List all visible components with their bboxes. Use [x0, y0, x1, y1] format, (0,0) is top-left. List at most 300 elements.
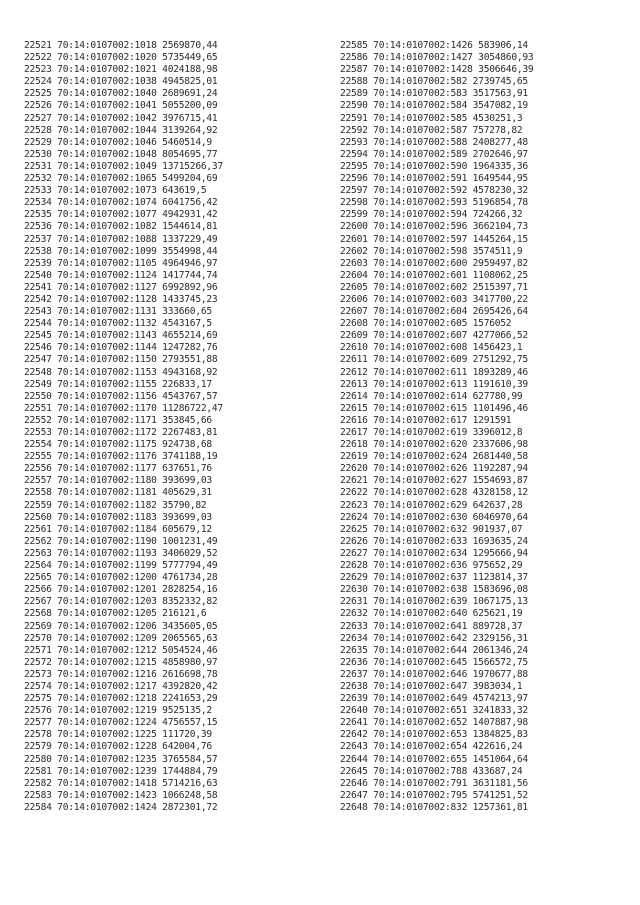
row-number: 22604 — [340, 269, 368, 281]
row-value: 2241653,29 — [162, 693, 218, 705]
list-item — [24, 741, 223, 753]
cadastral-number: 70:14:0107002:626 — [373, 463, 468, 475]
cadastral-number: 70:14:0107002:589 — [373, 148, 468, 160]
row-value: 2337606,98 — [472, 439, 528, 451]
row-number: 22545 — [24, 330, 52, 342]
cadastral-number: 70:14:0107002:795 — [373, 789, 468, 801]
list-item — [24, 536, 223, 548]
list-item — [24, 246, 223, 258]
list-item — [340, 173, 533, 185]
cadastral-number: 70:14:0107002:628 — [373, 487, 468, 499]
cadastral-number: 70:14:0107002:1018 — [57, 40, 157, 51]
row-number: 22630 — [340, 584, 368, 596]
row-number: 22555 — [24, 451, 52, 463]
cadastral-number: 70:14:0107002:593 — [373, 197, 468, 209]
cadastral-number: 70:14:0107002:1155 — [57, 378, 157, 390]
row-value: 757278,82 — [472, 124, 523, 136]
list-item — [24, 185, 223, 197]
cadastral-number: 70:14:0107002:630 — [373, 511, 468, 523]
row-number: 22620 — [340, 463, 368, 475]
row-value: 9525135,2 — [162, 705, 212, 717]
row-value: 2872301,72 — [162, 801, 218, 813]
list-item — [24, 306, 223, 318]
list-item — [24, 173, 223, 185]
row-number: 22540 — [24, 269, 52, 281]
list-item — [340, 258, 533, 270]
row-number: 22647 — [340, 789, 368, 801]
cadastral-number: 70:14:0107002:1044 — [57, 124, 157, 136]
row-value: 3983034,1 — [472, 680, 523, 692]
row-value: 1554693,87 — [472, 475, 528, 487]
row-value: 3396012,8 — [472, 427, 523, 438]
list-item — [24, 790, 223, 802]
list-item — [340, 717, 533, 729]
row-number: 22577 — [24, 717, 52, 729]
list-item — [340, 76, 533, 88]
row-number: 22603 — [340, 257, 368, 269]
list-item — [24, 342, 223, 354]
row-value: 6046970,64 — [472, 511, 528, 523]
cadastral-number: 70:14:0107002:1048 — [57, 148, 157, 160]
cadastral-number: 70:14:0107002:615 — [373, 402, 468, 414]
row-number: 22581 — [24, 765, 52, 777]
row-number: 22546 — [24, 342, 52, 354]
list-item — [24, 717, 223, 729]
cadastral-number: 70:14:0107002:1239 — [57, 765, 157, 777]
row-value: 1291591 — [472, 414, 512, 426]
row-number: 22525 — [24, 88, 52, 100]
list-item — [340, 790, 533, 802]
list-item — [340, 657, 533, 669]
list-item — [340, 572, 533, 584]
row-value: 5741251,52 — [472, 789, 528, 801]
row-number: 22563 — [24, 547, 52, 559]
row-value: 1123814,37 — [472, 572, 528, 584]
row-number: 22575 — [24, 693, 52, 705]
cadastral-number: 70:14:0107002:1201 — [57, 584, 157, 596]
row-value: 1576052 — [472, 318, 512, 330]
row-value: 3554998,44 — [162, 245, 218, 257]
cadastral-number: 70:14:0107002:596 — [373, 221, 468, 233]
cadastral-number: 70:14:0107002:1193 — [57, 547, 157, 559]
cadastral-number: 70:14:0107002:1177 — [57, 463, 157, 475]
list-item — [24, 270, 223, 282]
list-item — [340, 741, 533, 753]
row-number: 22578 — [24, 729, 52, 741]
cadastral-number: 70:14:0107002:1200 — [57, 572, 157, 584]
row-value: 4543767,57 — [162, 390, 218, 402]
list-item — [340, 342, 533, 354]
row-value: 3547082,19 — [472, 100, 528, 112]
row-value: 1295666,94 — [472, 547, 528, 559]
cadastral-number: 70:14:0107002:620 — [373, 439, 468, 451]
row-value: 1649544,95 — [472, 173, 528, 185]
row-value: 1566572,75 — [472, 656, 528, 668]
list-item — [340, 185, 533, 197]
row-value: 1451064,64 — [472, 753, 528, 765]
cadastral-number: 70:14:0107002:1209 — [57, 632, 157, 644]
row-number: 22548 — [24, 366, 52, 378]
row-number: 22533 — [24, 185, 52, 197]
row-number: 22547 — [24, 354, 52, 366]
row-number: 22532 — [24, 173, 52, 185]
row-number: 22632 — [340, 608, 368, 620]
cadastral-number: 70:14:0107002:1128 — [57, 293, 157, 305]
list-item — [340, 391, 533, 403]
row-number: 22579 — [24, 741, 52, 753]
row-value: 4943168,92 — [162, 366, 218, 378]
list-item — [340, 367, 533, 379]
row-number: 22614 — [340, 390, 368, 402]
list-item — [340, 475, 533, 487]
row-number: 22580 — [24, 753, 52, 765]
cadastral-number: 70:14:0107002:602 — [373, 281, 468, 293]
row-value: 1407887,98 — [472, 717, 528, 729]
list-item — [340, 669, 533, 681]
cadastral-number: 70:14:0107002:603 — [373, 293, 468, 305]
row-number: 22539 — [24, 257, 52, 269]
cadastral-number: 70:14:0107002:640 — [373, 608, 468, 620]
row-value: 2689691,24 — [162, 88, 218, 100]
row-number: 22592 — [340, 124, 368, 136]
row-value: 1964335,36 — [472, 160, 528, 172]
row-value: 393699,03 — [162, 475, 212, 487]
row-number: 22595 — [340, 160, 368, 172]
list-item — [24, 608, 223, 620]
row-value: 4328158,12 — [472, 487, 528, 499]
row-value: 3976715,41 — [162, 112, 218, 124]
row-value: 4530251,3 — [472, 112, 523, 124]
row-value: 724266,32 — [472, 209, 523, 221]
row-number: 22562 — [24, 535, 52, 547]
list-item — [24, 234, 223, 246]
row-number: 22602 — [340, 245, 368, 257]
row-number: 22616 — [340, 414, 368, 426]
row-value: 2061346,24 — [472, 644, 528, 656]
cadastral-number: 70:14:0107002:1427 — [373, 52, 473, 64]
list-item — [24, 621, 223, 633]
row-number: 22642 — [340, 729, 368, 741]
list-item — [340, 161, 533, 173]
row-value: 3054860,93 — [478, 52, 534, 64]
list-item — [340, 64, 533, 76]
row-number: 22538 — [24, 245, 52, 257]
row-value: 889728,37 — [472, 620, 523, 632]
row-number: 22606 — [340, 293, 368, 305]
list-item — [24, 403, 223, 415]
list-item — [24, 475, 223, 487]
row-value: 3435605,05 — [162, 620, 218, 632]
cadastral-number: 70:14:0107002:617 — [373, 414, 468, 426]
cadastral-number: 70:14:0107002:652 — [373, 717, 468, 729]
row-value: 4024188,98 — [162, 64, 218, 76]
cadastral-number: 70:14:0107002:1042 — [57, 112, 157, 124]
row-number: 22570 — [24, 632, 52, 644]
row-number: 22608 — [340, 318, 368, 330]
list-item — [340, 306, 533, 318]
cadastral-number: 70:14:0107002:654 — [373, 741, 468, 753]
list-item — [24, 125, 223, 137]
row-number: 22537 — [24, 233, 52, 245]
row-value: 5460514,9 — [162, 136, 212, 148]
list-item — [340, 512, 533, 524]
row-value: 642637,28 — [472, 499, 523, 511]
list-item — [340, 536, 533, 548]
list-item — [24, 76, 223, 88]
row-value: 2739745,65 — [472, 76, 528, 88]
row-value: 5777794,49 — [162, 560, 218, 572]
cadastral-number: 70:14:0107002:604 — [373, 306, 468, 318]
cadastral-number: 70:14:0107002:1065 — [57, 173, 157, 185]
row-number: 22634 — [340, 632, 368, 644]
row-value: 8054695,77 — [162, 148, 218, 160]
row-number: 22610 — [340, 342, 368, 354]
row-number: 22629 — [340, 572, 368, 584]
cadastral-number: 70:14:0107002:1418 — [57, 777, 157, 789]
row-value: 642004,76 — [162, 741, 212, 753]
list-item — [340, 100, 533, 112]
list-item — [340, 766, 533, 778]
cadastral-number: 70:14:0107002:1020 — [57, 52, 157, 64]
cadastral-number: 70:14:0107002:590 — [373, 160, 468, 172]
row-value: 8352332,82 — [162, 596, 218, 608]
list-item — [340, 451, 533, 463]
list-item — [340, 149, 533, 161]
cadastral-number: 70:14:0107002:1225 — [57, 729, 157, 741]
list-item — [24, 729, 223, 741]
list-item — [340, 645, 533, 657]
row-number: 22551 — [24, 402, 52, 414]
list-item — [24, 778, 223, 790]
list-item — [340, 729, 533, 741]
row-value: 2695426,64 — [472, 306, 528, 318]
row-number: 22521 — [24, 40, 52, 51]
row-value: 2959497,82 — [472, 257, 528, 269]
row-number: 22528 — [24, 124, 52, 136]
row-value: 2681440,58 — [472, 451, 528, 463]
row-value: 1257361,81 — [472, 801, 528, 813]
list-item — [340, 415, 533, 427]
list-item — [24, 596, 223, 608]
list-item — [340, 113, 533, 125]
list-item — [24, 548, 223, 560]
row-number: 22648 — [340, 801, 368, 813]
row-number: 22633 — [340, 620, 368, 632]
row-value: 1893289,46 — [472, 366, 528, 378]
row-value: 6041756,42 — [162, 197, 218, 209]
cadastral-number: 70:14:0107002:1175 — [57, 439, 157, 451]
cadastral-number: 70:14:0107002:1172 — [57, 427, 157, 438]
cadastral-number: 70:14:0107002:1143 — [57, 330, 157, 342]
cadastral-number: 70:14:0107002:647 — [373, 680, 468, 692]
list-item — [24, 294, 223, 306]
row-value: 3574511,9 — [472, 245, 523, 257]
list-item — [340, 681, 533, 693]
row-value: 1066248,58 — [162, 789, 218, 801]
row-number: 22601 — [340, 233, 368, 245]
row-value: 4756557,15 — [162, 717, 218, 729]
list-item — [340, 548, 533, 560]
cadastral-number: 70:14:0107002:1235 — [57, 753, 157, 765]
cadastral-number: 70:14:0107002:651 — [373, 705, 468, 717]
cadastral-number: 70:14:0107002:653 — [373, 729, 468, 741]
row-number: 22530 — [24, 148, 52, 160]
row-number: 22549 — [24, 378, 52, 390]
cadastral-number: 70:14:0107002:1077 — [57, 209, 157, 221]
list-item — [24, 766, 223, 778]
cadastral-number: 70:14:0107002:788 — [373, 765, 468, 777]
cadastral-number: 70:14:0107002:601 — [373, 269, 468, 281]
cadastral-number: 70:14:0107002:639 — [373, 596, 468, 608]
row-number: 22617 — [340, 427, 368, 438]
cadastral-number: 70:14:0107002:1105 — [57, 257, 157, 269]
row-number: 22534 — [24, 197, 52, 209]
row-value: 1384825,83 — [472, 729, 528, 741]
row-number: 22527 — [24, 112, 52, 124]
cadastral-number: 70:14:0107002:645 — [373, 656, 468, 668]
row-number: 22621 — [340, 475, 368, 487]
row-number: 22566 — [24, 584, 52, 596]
list-item — [24, 318, 223, 330]
list-item — [24, 354, 223, 366]
row-value: 2569870,44 — [162, 40, 218, 51]
cadastral-number: 70:14:0107002:1212 — [57, 644, 157, 656]
cadastral-number: 70:14:0107002:598 — [373, 245, 468, 257]
row-value: 1693635,24 — [472, 535, 528, 547]
row-number: 22574 — [24, 680, 52, 692]
list-item — [24, 487, 223, 499]
row-number: 22564 — [24, 560, 52, 572]
cadastral-number: 70:14:0107002:1426 — [373, 40, 473, 51]
row-number: 22523 — [24, 64, 52, 76]
cadastral-number: 70:14:0107002:644 — [373, 644, 468, 656]
row-number: 22559 — [24, 499, 52, 511]
row-number: 22639 — [340, 693, 368, 705]
cadastral-number: 70:14:0107002:641 — [373, 620, 468, 632]
list-item — [24, 633, 223, 645]
cadastral-number: 70:14:0107002:646 — [373, 668, 468, 680]
list-item — [24, 657, 223, 669]
row-number: 22568 — [24, 608, 52, 620]
row-number: 22589 — [340, 88, 368, 100]
list-item — [24, 330, 223, 342]
row-number: 22590 — [340, 100, 368, 112]
row-value: 4543167,5 — [162, 318, 212, 330]
list-item — [340, 560, 533, 572]
cadastral-number: 70:14:0107002:629 — [373, 499, 468, 511]
row-number: 22641 — [340, 717, 368, 729]
row-number: 22561 — [24, 523, 52, 535]
row-value: 353845,66 — [162, 414, 212, 426]
row-value: 1445264,15 — [472, 233, 528, 245]
cadastral-number: 70:14:0107002:1183 — [57, 511, 157, 523]
row-number: 22599 — [340, 209, 368, 221]
list-item — [24, 379, 223, 391]
cadastral-number: 70:14:0107002:832 — [373, 801, 468, 813]
cadastral-number: 70:14:0107002:592 — [373, 185, 468, 197]
row-value: 4858980,97 — [162, 656, 218, 668]
row-number: 22531 — [24, 160, 52, 172]
row-value: 627780,99 — [472, 390, 523, 402]
row-value: 1744884,79 — [162, 765, 218, 777]
cadastral-number: 70:14:0107002:1224 — [57, 717, 157, 729]
row-number: 22607 — [340, 306, 368, 318]
row-number: 22558 — [24, 487, 52, 499]
row-number: 22636 — [340, 656, 368, 668]
row-number: 22638 — [340, 680, 368, 692]
list-item — [24, 439, 223, 451]
cadastral-number: 70:14:0107002:591 — [373, 173, 468, 185]
row-number: 22593 — [340, 136, 368, 148]
list-item — [340, 754, 533, 766]
row-value: 2408277,48 — [472, 136, 528, 148]
row-number: 22543 — [24, 306, 52, 318]
list-item — [24, 705, 223, 717]
list-item — [24, 367, 223, 379]
row-number: 22573 — [24, 668, 52, 680]
cadastral-number: 70:14:0107002:1219 — [57, 705, 157, 717]
row-number: 22591 — [340, 112, 368, 124]
row-value: 2329156,31 — [472, 632, 528, 644]
list-item — [24, 584, 223, 596]
row-number: 22594 — [340, 148, 368, 160]
cadastral-number: 70:14:0107002:1082 — [57, 221, 157, 233]
row-value: 3662104,73 — [472, 221, 528, 233]
cadastral-number: 70:14:0107002:1150 — [57, 354, 157, 366]
list-item — [24, 52, 223, 64]
list-item — [24, 669, 223, 681]
row-number: 22572 — [24, 656, 52, 668]
row-value: 1417744,74 — [162, 269, 218, 281]
cadastral-number: 70:14:0107002:1124 — [57, 269, 157, 281]
row-number: 22571 — [24, 644, 52, 656]
cadastral-number: 70:14:0107002:1228 — [57, 741, 157, 753]
cadastral-number: 70:14:0107002:611 — [373, 366, 468, 378]
row-value: 1433745,23 — [162, 293, 218, 305]
row-value: 4964946,97 — [162, 257, 218, 269]
list-item — [340, 294, 533, 306]
row-number: 22612 — [340, 366, 368, 378]
row-number: 22611 — [340, 354, 368, 366]
cadastral-number: 70:14:0107002:1038 — [57, 76, 157, 88]
row-value: 4578230,32 — [472, 185, 528, 197]
row-value: 2751292,75 — [472, 354, 528, 366]
list-item — [24, 391, 223, 403]
list-item — [24, 209, 223, 221]
cadastral-number: 70:14:0107002:655 — [373, 753, 468, 765]
row-number: 22565 — [24, 572, 52, 584]
row-value: 1192287,94 — [472, 463, 528, 475]
row-number: 22627 — [340, 547, 368, 559]
list-item — [24, 88, 223, 100]
cadastral-number: 70:14:0107002:637 — [373, 572, 468, 584]
cadastral-number: 70:14:0107002:1127 — [57, 281, 157, 293]
list-item — [24, 693, 223, 705]
row-number: 22550 — [24, 390, 52, 402]
cadastral-number: 70:14:0107002:1217 — [57, 680, 157, 692]
cadastral-number: 70:14:0107002:1203 — [57, 596, 157, 608]
cadastral-number: 70:14:0107002:1190 — [57, 535, 157, 547]
list-item — [340, 487, 533, 499]
cadastral-number: 70:14:0107002:585 — [373, 112, 468, 124]
row-number: 22645 — [340, 765, 368, 777]
row-value: 2267483,81 — [162, 427, 218, 438]
row-value: 2793551,88 — [162, 354, 218, 366]
cadastral-number: 70:14:0107002:1216 — [57, 668, 157, 680]
cadastral-number: 70:14:0107002:1041 — [57, 100, 157, 112]
row-value: 901937,07 — [472, 523, 523, 535]
row-number: 22582 — [24, 777, 52, 789]
